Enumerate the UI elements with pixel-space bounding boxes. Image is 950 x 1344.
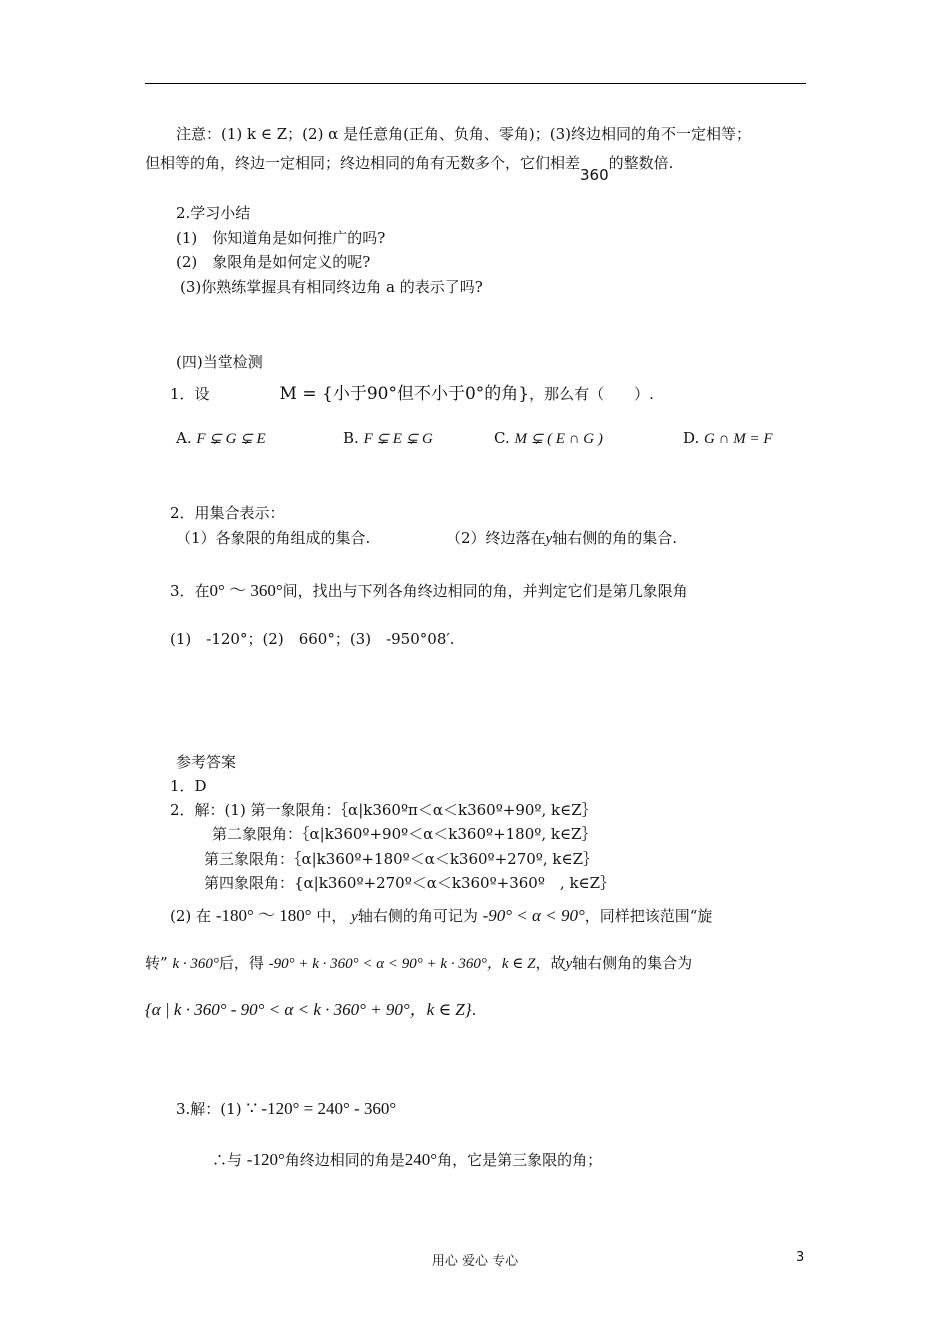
note-line-2: [145, 153, 674, 184]
answer-2-q3: 第三象限角：｛α|k360º+180º＜α＜k360º+270º, k∈Z｝: [204, 850, 599, 868]
question-1: [170, 384, 654, 404]
question-1-prefix: 1．设: [170, 385, 210, 403]
question-3-b: 间，找出与下列各角终边相同的角，并判定它们是第几象限角: [282, 582, 688, 600]
a22-kz: ，k ∈ Z: [486, 956, 536, 972]
a22-l2-a: 转”: [145, 954, 168, 972]
a22-l1-c: 轴右侧的角可记为: [357, 907, 478, 925]
note-line-2-text-a: 但相等的角，终边一定相同；终边相同的角有无数多个，它们相差: [145, 154, 581, 172]
a22-k360: k · 360°: [172, 956, 219, 972]
a22-l1-a: (2) 在: [170, 907, 212, 925]
check-heading: (四)当堂检测: [176, 353, 263, 371]
answer-1: 1．D: [170, 777, 207, 795]
a3-line-b: 角终边相同的角是: [284, 1151, 405, 1169]
a22-l1-d: ，同样把该范围“旋: [584, 907, 713, 925]
a22-y: y: [351, 909, 358, 925]
a22-l2-d: 轴右侧角的集合为: [572, 954, 693, 972]
a22-ineq2: -90° + k · 360° < α < 90° + k · 360°: [268, 956, 487, 972]
question-1-set: M = {小于90°但不小于0°的角}: [279, 384, 530, 404]
a22-range: -180° ～ 180°: [215, 906, 312, 925]
a3-head-a: 3.解：(1): [176, 1100, 242, 1118]
summary-item-3: (3)你熟练掌握具有相同终边角 a 的表示了吗?: [180, 278, 483, 296]
a22-l1-b: 中，: [316, 907, 347, 925]
answer-2-q4: 第四象限角：{α|k360º+270º＜α＜k360º+360º , k∈Z｝: [204, 874, 616, 892]
option-c-label: C.: [494, 429, 510, 447]
a22-l2-b: 后，得: [218, 954, 264, 972]
question-2: 2．用集合表示：: [170, 504, 285, 522]
answer-3-head: [176, 1099, 396, 1119]
header-rule: [145, 83, 806, 84]
a22-set: {α | k · 360° - 90° < α < k · 360° + 90°，k ∈ Z}: [145, 1000, 472, 1019]
a22-set-dot: .: [471, 1001, 477, 1019]
option-d-expr: G ∩ M = F: [704, 431, 773, 447]
answer-2-head: 2．解：(1) 第一象限角：｛α|k360ºπ＜α＜k360º+90º, k∈Z｝: [170, 801, 597, 819]
option-a-label: A.: [176, 429, 192, 447]
answer-2-2-line-2: [145, 953, 692, 974]
a22-ineq: -90° < α < 90°: [482, 906, 585, 925]
note-line-1: 注意：(1) k ∈ Z；(2) α 是任意角(正角、负角、零角)；(3)终边相同的角不一定相等；: [176, 125, 752, 143]
option-b: [343, 428, 433, 449]
option-b-label: B.: [343, 429, 359, 447]
answer-2-2-set: [145, 1000, 476, 1020]
option-d: [683, 428, 773, 449]
option-c: [494, 428, 603, 449]
option-d-label: D.: [683, 429, 700, 447]
question-3-a: 3．在: [170, 582, 210, 600]
question-3-items: (1) -120°；(2) 660°；(3) -950°08′.: [170, 630, 455, 648]
question-2-2-a: （2）终边落在: [446, 529, 546, 547]
option-c-expr: M ⊊ ( E ∩ G ): [514, 431, 603, 447]
question-2-1: （1）各象限的角组成的集合.: [176, 529, 371, 547]
answer-3-line: [212, 1150, 602, 1170]
a22-y2: y: [565, 956, 573, 972]
question-1-suffix: ，那么有（ ）.: [529, 385, 654, 403]
question-3: [170, 581, 688, 601]
a3-head-eq: ∵ -120° = 240° - 360°: [246, 1099, 397, 1118]
a3-n2: 240°: [404, 1150, 438, 1169]
option-b-expr: F ⊊ E ⊊ G: [363, 431, 433, 447]
summary-item-2: (2) 象限角是如何定义的呢?: [176, 253, 371, 271]
option-a-expr: F ⊊ G ⊊ E: [196, 431, 266, 447]
option-a: [176, 428, 266, 449]
answers-heading: 参考答案: [176, 753, 237, 771]
a3-line-a: ∴与: [212, 1151, 243, 1169]
answer-2-2-line-1: [170, 906, 712, 927]
question-2-2-b: 轴右侧的角的集合.: [552, 529, 677, 547]
question-2-2: [446, 528, 677, 549]
summary-heading: 2.学习小结: [176, 204, 251, 222]
question-2-2-y: y: [545, 531, 553, 547]
page-number: 3: [796, 1250, 805, 1265]
answer-2-q2: 第二象限角：｛α|k360º+90º＜α＜k360º+180º, k∈Z｝: [212, 825, 597, 843]
summary-item-1: (1) 你知道角是如何推广的吗?: [176, 229, 386, 247]
note-360: 360: [580, 166, 609, 184]
a3-line-c: 角，它是第三象限的角；: [437, 1151, 603, 1169]
page-footer: 用心 爱心 专心: [431, 1254, 519, 1269]
a22-l2-c: ，故: [535, 954, 566, 972]
question-3-range: 0° ～ 360°: [209, 581, 283, 600]
note-line-2-text-b: 的整数倍.: [608, 154, 674, 172]
a3-n1: -120°: [246, 1150, 285, 1169]
